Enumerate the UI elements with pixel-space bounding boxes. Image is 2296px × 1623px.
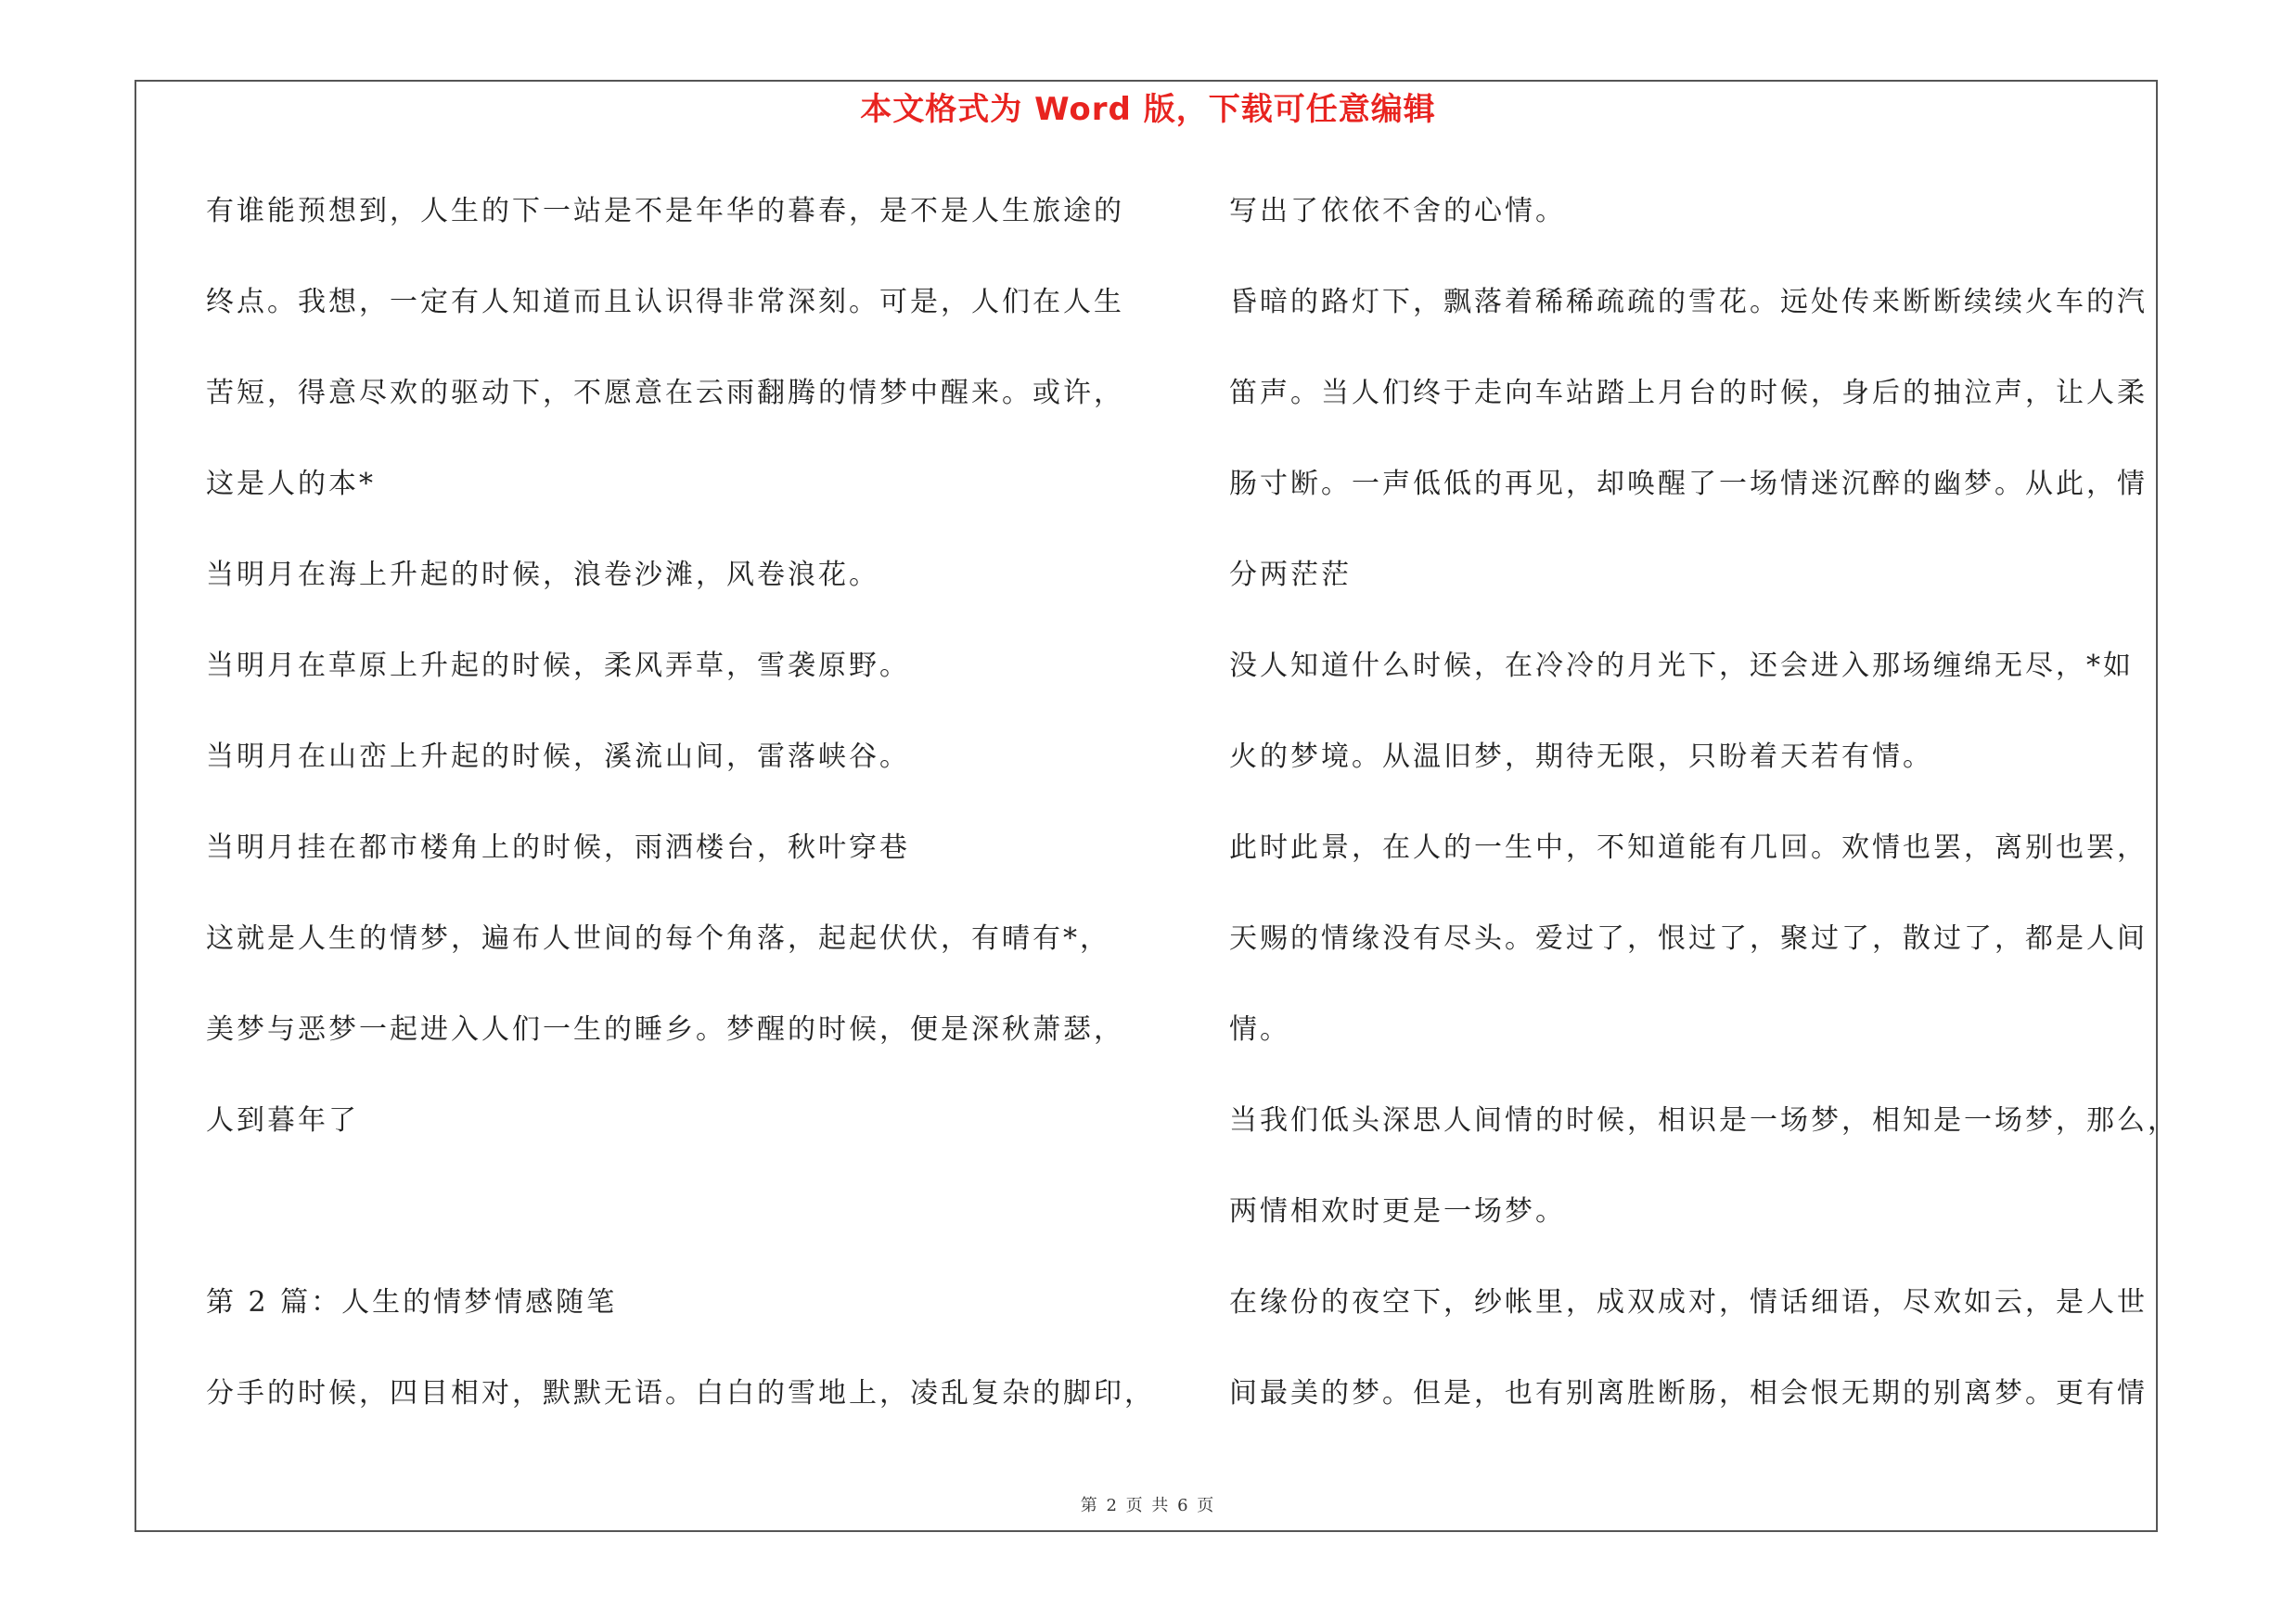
- text-line: 当我们低头深思人间情的时候，相识是一场梦，相知是一场梦，那么，: [1229, 1104, 2178, 1137]
- text-line: 笛声。当人们终于走向车站踏上月台的时候，身后的抽泣声，让人柔: [1229, 377, 2148, 409]
- text-line: 火的梦境。从温旧梦，期待无限，只盼着天若有情。: [1229, 741, 1933, 773]
- text-line: 当明月在海上升起的时候，浪卷沙滩，风卷浪花。: [206, 559, 879, 591]
- right-text-column: [1229, 184, 2178, 1457]
- text-line: 当明月挂在都市楼角上的时候，雨洒楼台，秋叶穿巷: [206, 831, 910, 864]
- text-line: 当明月在草原上升起的时候，柔风弄草，雪袭原野。: [206, 650, 910, 682]
- text-line: 肠寸断。一声低低的再见，却唤醒了一场情迷沉醉的幽梦。从此，情: [1229, 468, 2148, 500]
- text-line: 天赐的情缘没有尽头。爱过了，恨过了，聚过了，散过了，都是人间: [1229, 922, 2148, 955]
- text-line: 间最美的梦。但是，也有别离胜断肠，相会恨无期的别离梦。更有情: [1229, 1377, 2148, 1410]
- text-line: 没人知道什么时候，在冷冷的月光下，还会进入那场缠绵无尽，*如: [1229, 650, 2134, 682]
- text-line: 人到暮年了: [206, 1104, 359, 1137]
- document-header-banner: 本文格式为 Word 版，下载可任意编辑: [860, 91, 1436, 128]
- text-line: 当明月在山峦上升起的时候，溪流山间，雷落峡谷。: [206, 741, 910, 773]
- text-line: 苦短，得意尽欢的驱动下，不愿意在云雨翻腾的情梦中醒来。或许，: [206, 377, 1124, 409]
- text-line: 两情相欢时更是一场梦。: [1229, 1195, 1566, 1228]
- section-heading: 第 2 篇：人生的情梦情感随笔: [206, 1286, 618, 1319]
- page-number-footer: 第 2 页 共 6 页: [1080, 1496, 1216, 1515]
- text-line: 这是人的本*: [206, 468, 376, 500]
- text-line: 分两茫茫: [1229, 559, 1352, 591]
- text-line: 在缘份的夜空下，纱帐里，成双成对，情话细语，尽欢如云，是人世: [1229, 1286, 2148, 1319]
- blank-line: [206, 1184, 1161, 1275]
- text-line: 有谁能预想到，人生的下一站是不是年华的暮春，是不是人生旅途的: [206, 195, 1124, 227]
- text-line: 此时此景，在人的一生中，不知道能有几回。欢情也罢，离别也罢，: [1229, 831, 2148, 864]
- text-line: 昏暗的路灯下，飘落着稀稀疏疏的雪花。远处传来断断续续火车的汽: [1229, 286, 2148, 318]
- text-line: 这就是人生的情梦，遍布人世间的每个角落，起起伏伏，有晴有*，: [206, 922, 1110, 955]
- text-line: 写出了依依不舍的心情。: [1229, 195, 1566, 227]
- text-line: 美梦与恶梦一起进入人们一生的睡乡。梦醒的时候，便是深秋萧瑟，: [206, 1013, 1124, 1046]
- left-text-column: [206, 184, 1161, 1457]
- text-line: 情。: [1229, 1013, 1290, 1046]
- text-line: 分手的时候，四目相对，默默无语。白白的雪地上，凌乱复杂的脚印，: [206, 1377, 1155, 1410]
- text-line: 终点。我想，一定有人知道而且认识得非常深刻。可是，人们在人生: [206, 286, 1124, 318]
